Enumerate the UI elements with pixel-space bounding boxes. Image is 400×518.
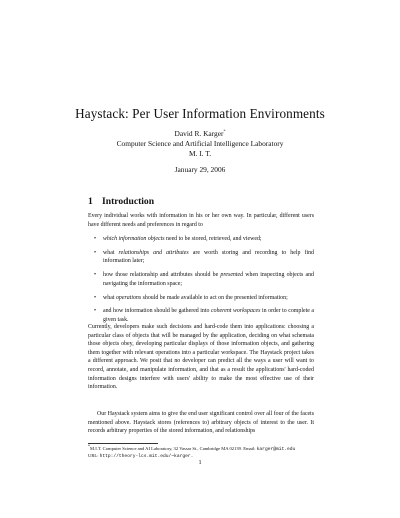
section-heading bbox=[88, 196, 154, 207]
list-item bbox=[88, 249, 314, 266]
item-text-pre: what bbox=[103, 249, 119, 256]
item-text-pre: how those relationship and attributes should be bbox=[103, 272, 221, 279]
item-text: need to be stored, retrieved, and viewed; bbox=[164, 236, 262, 242]
item-emphasis: relationships and attributes bbox=[118, 249, 189, 256]
item-text: should be made available to act on the presented information; bbox=[141, 294, 288, 301]
list-item bbox=[88, 235, 314, 244]
footnote-url-label: URL: bbox=[88, 453, 99, 459]
item-emphasis: which information objects bbox=[103, 236, 165, 242]
intro-paragraph: Every individual works with information in his or her own way. In particular, different users have different needs and preferences in regard to bbox=[88, 213, 314, 228]
author-footnote-mark: * bbox=[223, 128, 226, 134]
body-paragraph-3: Our Haystack system aims to give the end user significant control over all four of the facets mentioned above. Haystack stores (references to) arbitrary objects of interest to the user. It records arbitrary properties of the stored information, and relationships bbox=[88, 411, 314, 435]
item-text: are worth storing and recording to help find information later; bbox=[103, 249, 314, 265]
footnote-mark: * bbox=[88, 443, 90, 449]
bullet-glyph: • bbox=[94, 308, 97, 315]
bullet-glyph: • bbox=[94, 236, 97, 242]
section-number: 1 bbox=[88, 196, 93, 207]
date: January 29, 2006 bbox=[174, 165, 226, 174]
page-number: 1 bbox=[198, 459, 202, 466]
author-name: David R. Karger bbox=[174, 129, 224, 138]
item-emphasis: coherent workspaces bbox=[211, 308, 261, 315]
paper-title: Haystack: Per User Information Environments bbox=[75, 106, 325, 121]
list-item bbox=[88, 271, 314, 288]
footnote-url[interactable]: http://theory-lcs.mit.edu/~karger. bbox=[99, 454, 194, 460]
footnote-rule bbox=[88, 443, 158, 444]
list-item bbox=[88, 294, 314, 303]
footnote-text: M.I.T. Computer Science and AI Laboratory, 32 Vassar St., Cambridge MA 02139. Email: bbox=[90, 446, 256, 451]
section-title: Introduction bbox=[102, 196, 155, 207]
bullet-glyph: • bbox=[94, 249, 97, 256]
bullet-glyph: • bbox=[94, 294, 97, 301]
footnote-email[interactable]: karger@mit.edu bbox=[256, 447, 296, 452]
affiliation: Computer Science and Artificial Intelligence Laboratory bbox=[116, 139, 284, 148]
item-text-pre: and how information should be gathered into bbox=[103, 308, 212, 315]
body-paragraph-2: Currently, developers make such decisions and hard-code them into applications: choosing a particular class of objects that will be managed by the application, deciding on what schemata those objects obey, developing particular displays of those information objects, and gathering them together with relevant operations into a particular workspace. The Haystack project takes a different approach. We posit that no developer can predict all the ways a user will want to record, annotate, and manipulate information, and that as a result the applications' hard-coded information designs interfere with users' ability to make the most effective use of their information. bbox=[88, 324, 314, 391]
list-item bbox=[88, 307, 314, 324]
item-text: in order to complete a given task. bbox=[103, 308, 314, 323]
bullet-glyph: • bbox=[94, 272, 97, 279]
author-line bbox=[0, 129, 400, 138]
item-text: when inspecting objects and navigating the information space; bbox=[103, 272, 314, 287]
needs-list bbox=[88, 235, 314, 330]
item-emphasis: presented bbox=[220, 272, 244, 279]
institution: M. I. T. bbox=[188, 149, 212, 158]
item-emphasis: operations bbox=[115, 294, 142, 301]
item-text-pre: what bbox=[103, 294, 116, 301]
